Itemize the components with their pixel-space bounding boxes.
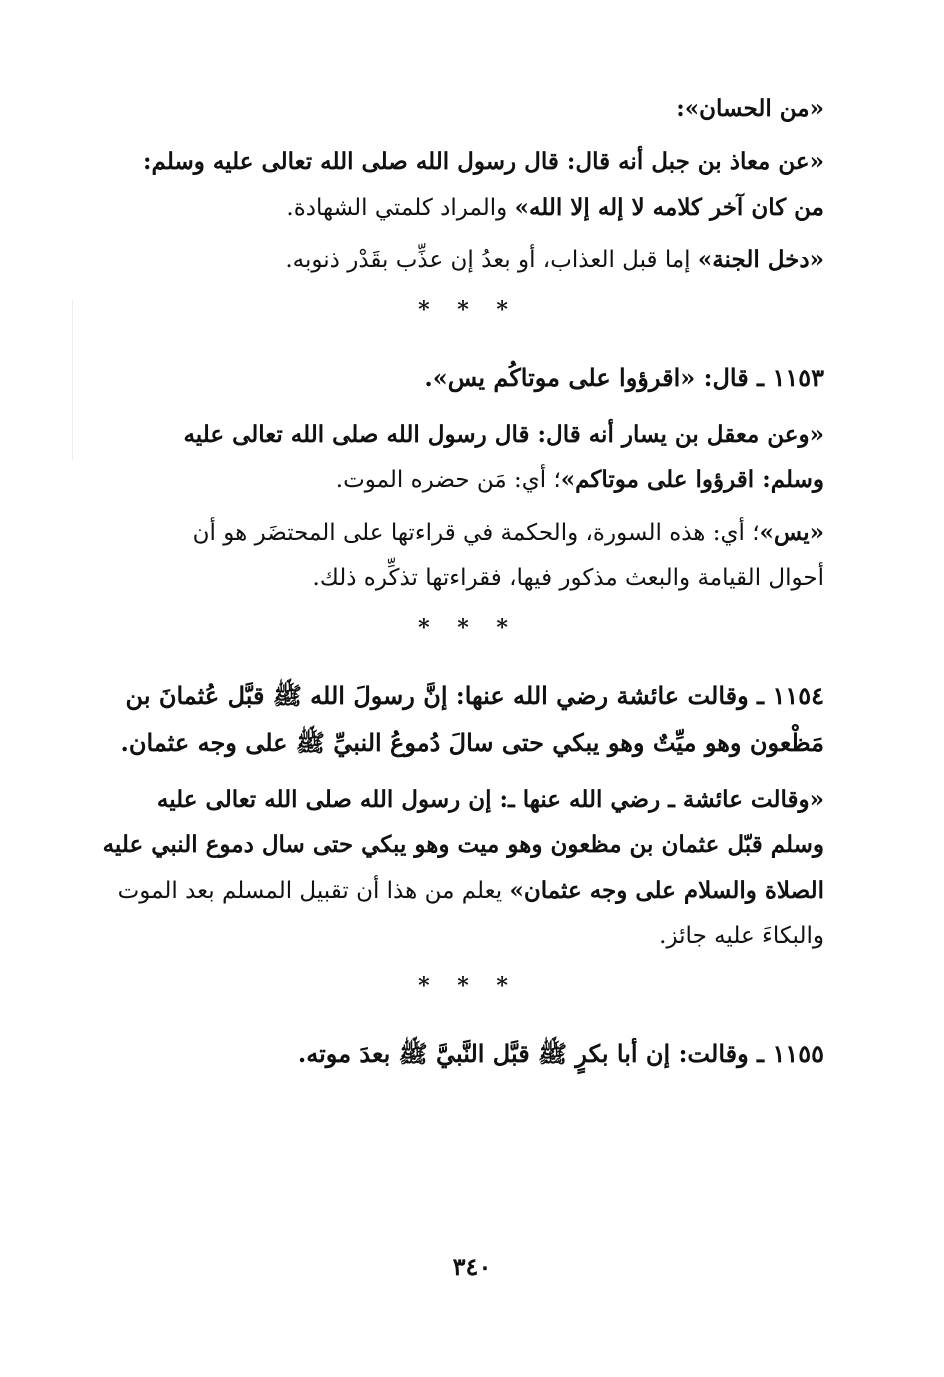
hadith-line: مَظْعون وهو ميِّتٌ وهو يبكي حتى سالَ دُموعُ النبيِّ ﷺ على وجه عثمان. — [120, 728, 824, 758]
quoted-text: الصلاة والسلام على وجه عثمان» — [509, 876, 824, 904]
commentary-line: «وعن معقل بن يسار أنه قال: قال رسول الله صلى الله تعالى عليه — [183, 421, 824, 449]
commentary-line: أحوال القيامة والبعث مذكور فيها، فقراءتها تذكِّره ذلك. — [312, 565, 824, 592]
page-body — [102, 92, 824, 1377]
commentary-line — [112, 191, 824, 225]
quoted-text: «يس» — [759, 518, 824, 546]
explanation-text: إما قبل العذاب، أو بعدُ إن عذِّب بقَدْر ذنوبه. — [285, 247, 698, 274]
commentary-line: «عن معاذ بن جبل أنه قال: قال رسول الله صلى الله تعالى عليه وسلم: — [143, 148, 824, 176]
commentary-line — [112, 463, 824, 497]
commentary-line: «وقالت عائشة ـ رضي الله عنها ـ: إن رسول الله صلى الله تعالى عليه — [156, 785, 824, 813]
section-heading-hisan: «من الحسان»: — [676, 95, 824, 122]
explanation-text: ؛ أي: مَن حضره الموت. — [335, 467, 561, 494]
hadith-1155-title: ١١٥٥ ـ وقالت: إن أبا بكرٍ ﷺ قبَّل النَّبيَّ ﷺ بعدَ موته. — [297, 1039, 824, 1069]
commentary-paragraph-janna — [112, 243, 824, 277]
explanation-text: ؛ أي: هذه السورة، والحكمة في قراءتها على المحتضَر هو أن — [192, 519, 760, 546]
explanation-text: يعلم من هذا أن تقبيل المسلم بعد الموت — [117, 877, 510, 904]
quoted-text: «دخل الجنة» — [697, 246, 824, 274]
commentary-line — [112, 516, 824, 550]
page-number: ٣٤٠ — [452, 1252, 492, 1281]
margin-rule — [72, 300, 73, 460]
commentary-line: وسلم قبّل عثمان بن مظعون وهو ميت وهو يبكي حتى سال دموع النبي عليه — [102, 831, 824, 859]
commentary-line — [112, 243, 824, 277]
hadith-line: ١١٥٤ ـ وقالت عائشة رضي الله عنها: إنَّ رسولَ الله ﷺ قبَّل عُثمانَ بن — [125, 681, 824, 711]
commentary-paragraph-yasin — [112, 516, 824, 596]
section-separator: * * * — [418, 297, 518, 324]
hadith-1153-title: ١١٥٣ ـ قال: «اقرؤوا على موتاكُم يس». — [424, 363, 824, 393]
explanation-text: والمراد كلمتي الشهادة. — [286, 194, 515, 221]
section-separator: * * * — [418, 615, 518, 642]
commentary-paragraph-aisha — [102, 783, 824, 953]
quoted-text: من كان آخر كلامه لا إله إلا الله» — [514, 193, 824, 221]
commentary-paragraph-muadh — [112, 145, 824, 225]
section-separator: * * * — [418, 973, 518, 1000]
commentary-line: والبكاءَ عليه جائز. — [659, 922, 824, 949]
commentary-paragraph-maqil — [112, 418, 824, 498]
quoted-text: وسلم: اقرؤوا على موتاكم» — [560, 466, 824, 494]
commentary-line — [112, 874, 824, 908]
hadith-1154-title — [112, 679, 824, 761]
